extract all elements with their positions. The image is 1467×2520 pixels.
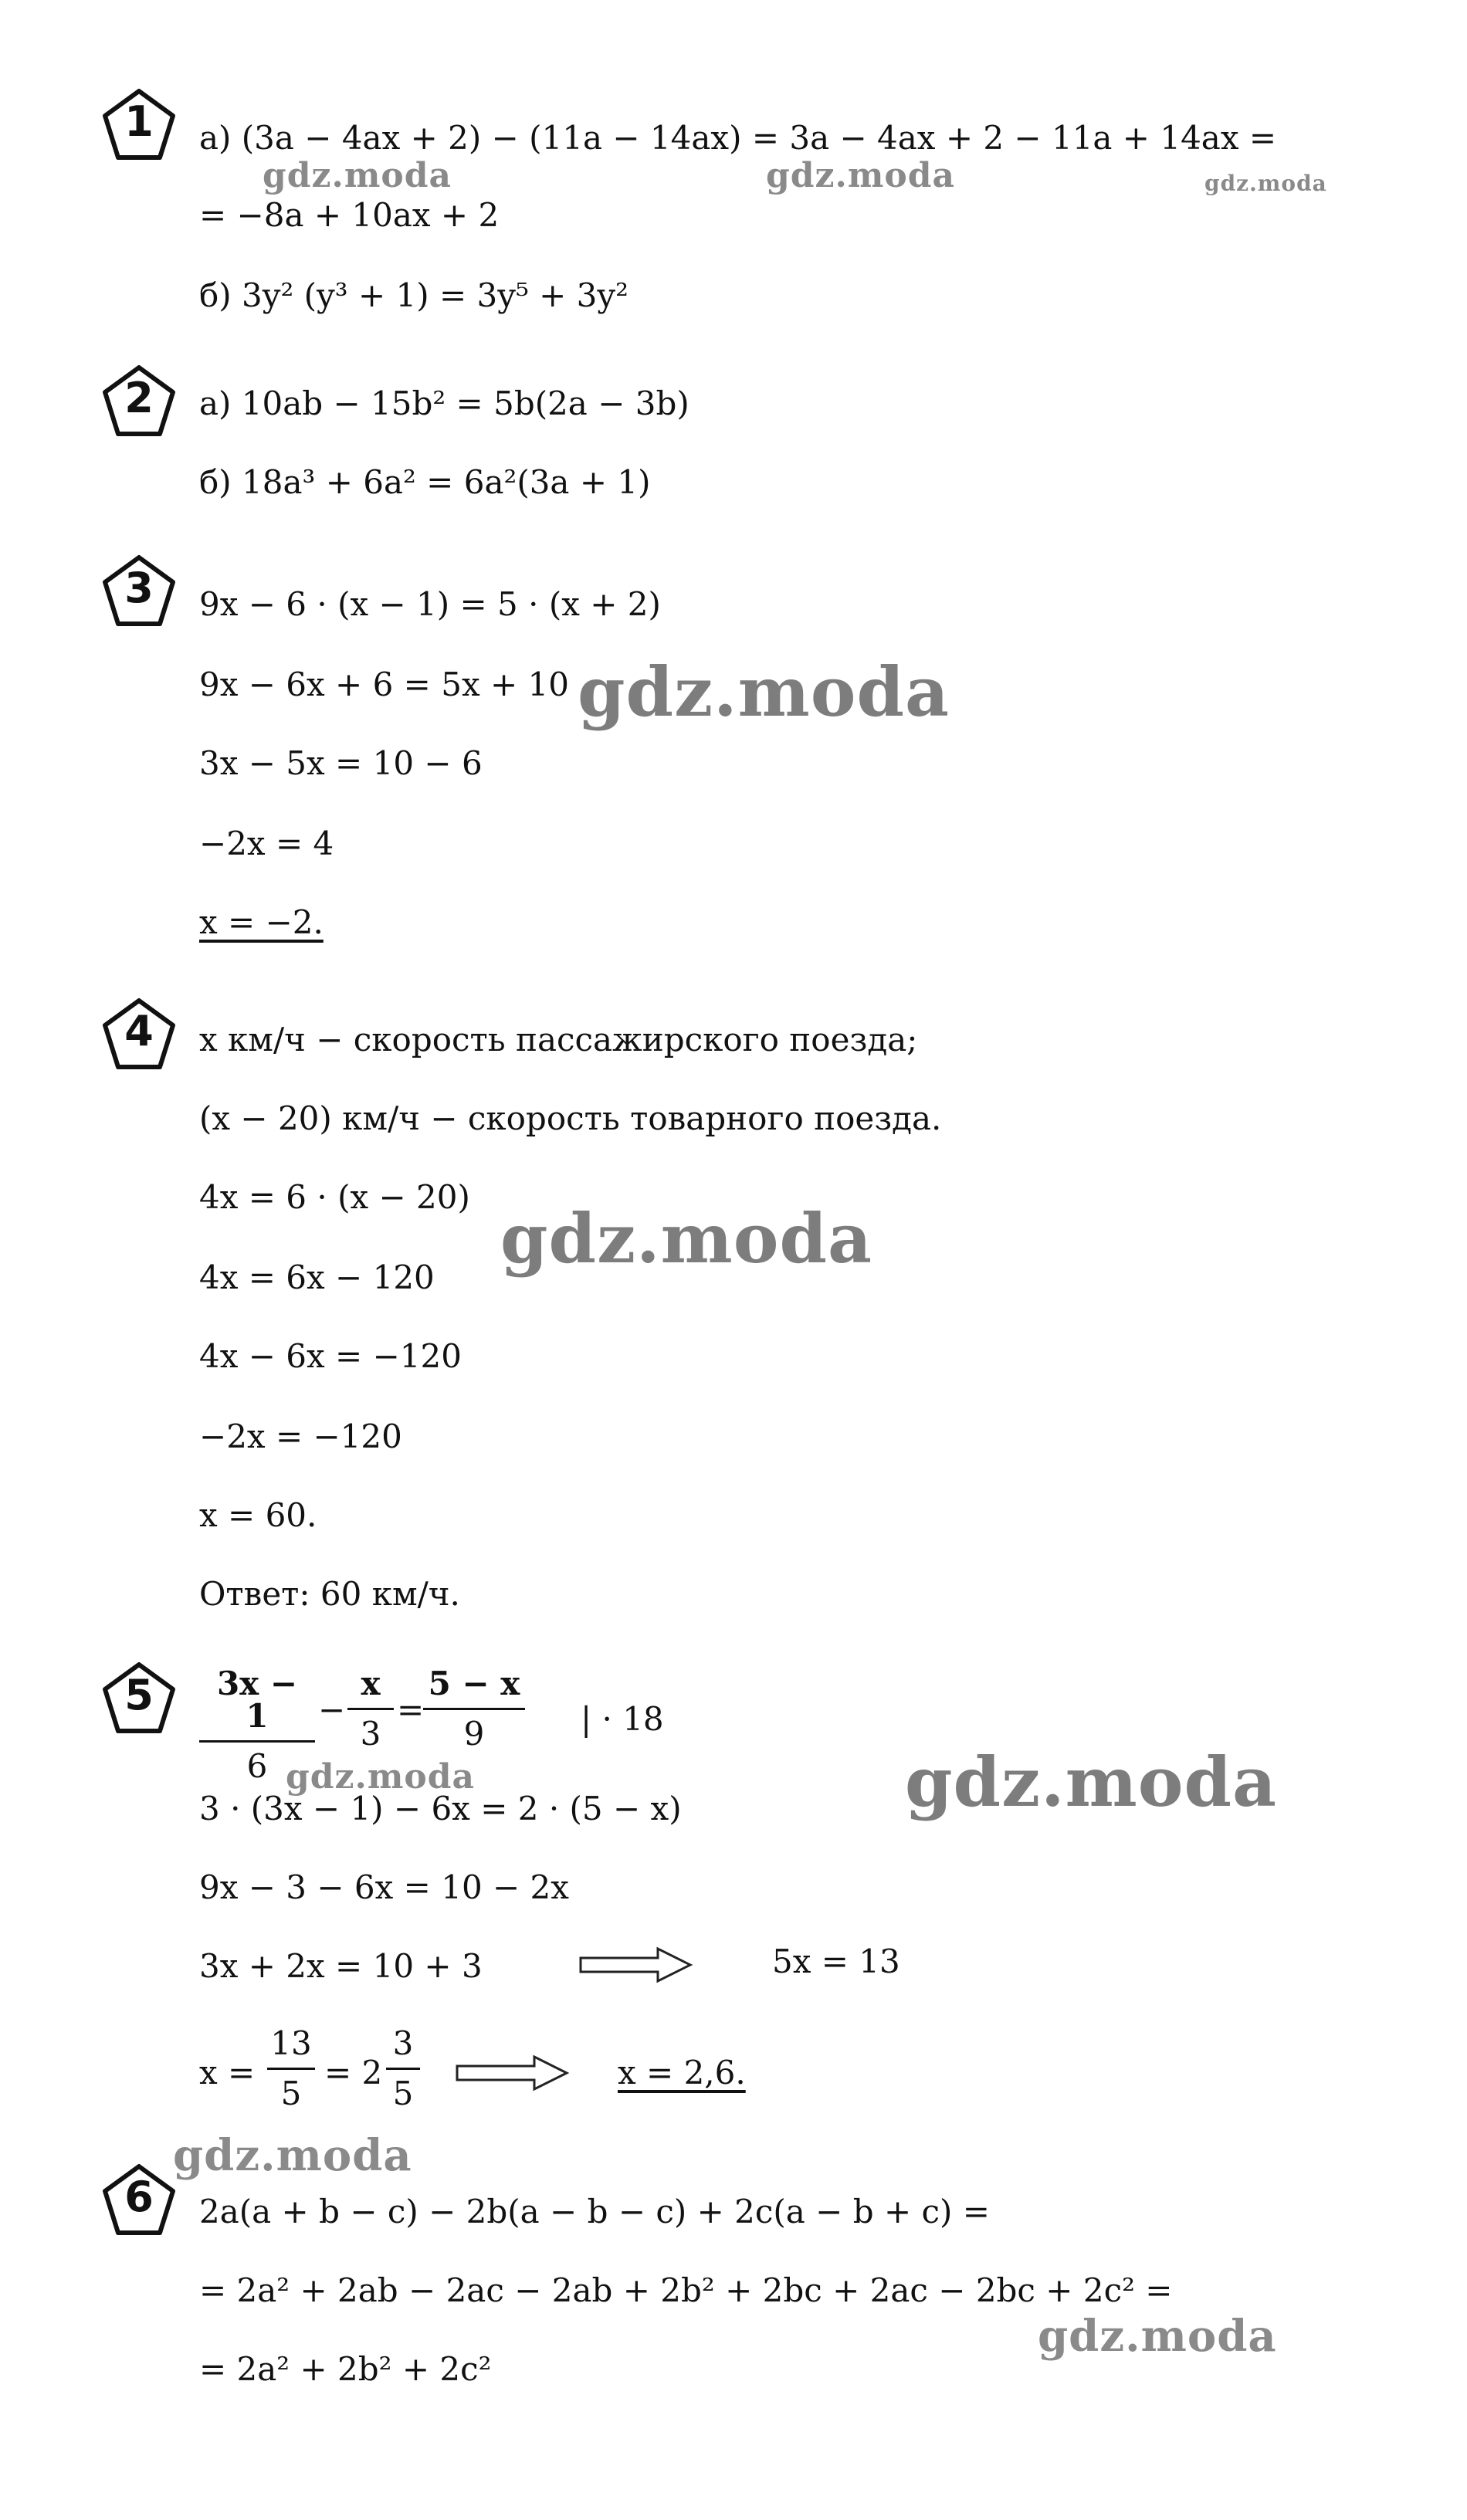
task-3-line4: −2x = 4 <box>199 825 334 862</box>
task-1-number: 1 <box>124 97 154 146</box>
task-3-line2: 9x − 6x + 6 = 5x + 10 <box>199 666 569 703</box>
task-1-b: б) 3y² (y³ + 1) = 3y⁵ + 3y² <box>199 276 628 314</box>
task-4-line7: x = 60. <box>199 1496 317 1534</box>
task-4-line4: 4x = 6x − 120 <box>199 1258 435 1296</box>
task-4-number: 4 <box>124 1007 154 1055</box>
task-2-number: 2 <box>124 374 154 422</box>
task-5-answer: x = 2,6. <box>618 2054 746 2092</box>
task-2-a: а) 10ab − 15b² = 5b(2a − 3b) <box>199 384 689 422</box>
watermark: gdz.moda <box>766 156 956 195</box>
fraction-3-numerator: 5 − x <box>423 1668 525 1710</box>
watermark: gdz.moda <box>173 2130 412 2181</box>
watermark: gdz.moda <box>578 652 950 732</box>
equals-sign: = <box>397 1691 425 1729</box>
watermark: gdz.moda <box>1038 2311 1277 2362</box>
task-3-badge <box>100 553 178 630</box>
task-3-number: 3 <box>124 564 154 612</box>
task-1-badge <box>100 86 178 164</box>
task-6-badge <box>100 2162 178 2239</box>
fraction-2 <box>347 1665 394 1753</box>
task-2-badge <box>100 363 178 440</box>
fraction-3 <box>423 1665 525 1753</box>
fraction-4 <box>267 2024 315 2112</box>
fraction-3-denominator: 9 <box>463 1715 485 1753</box>
task-6-line3: = 2a² + 2b² + 2c² <box>199 2350 492 2388</box>
watermark: gdz.moda <box>905 1742 1278 1822</box>
right-arrow-icon <box>578 1946 693 1984</box>
fraction-1-numerator: 3x − 1 <box>199 1668 315 1743</box>
fraction-5-numerator: 3 <box>386 2027 420 2070</box>
watermark: gdz.moda <box>500 1198 873 1279</box>
task-6-line1: 2a(a + b − c) − 2b(a − b − c) + 2c(a − b + c) = <box>199 2193 990 2230</box>
minus-sign: − <box>318 1691 346 1729</box>
task-4-line3: 4x = 6 · (x − 20) <box>199 1178 470 1216</box>
watermark: gdz.moda <box>263 156 452 195</box>
task-3-line3: 3x − 5x = 10 − 6 <box>199 744 483 782</box>
fraction-5 <box>386 2024 420 2112</box>
task-1-a-line1: а) (3a − 4ax + 2) − (11a − 14ax) = 3a − 4ax + 2 − 11a + 14ax = <box>199 119 1277 157</box>
task-3-answer: x = −2. <box>199 903 324 941</box>
task-6-line2: = 2a² + 2ab − 2ac − 2ab + 2b² + 2bc + 2ac − 2bc + 2c² = <box>199 2271 1173 2309</box>
task-5-line4: 3x + 2x = 10 + 3 <box>199 1947 483 1985</box>
task-5-line3: 9x − 3 − 6x = 10 − 2x <box>199 1868 569 1906</box>
watermark: gdz.moda <box>1204 171 1327 196</box>
task-5-line2: 3 · (3x − 1) − 6x = 2 · (5 − x) <box>199 1790 682 1827</box>
fraction-2-numerator: x <box>347 1668 394 1710</box>
task-5-equals-two: = 2 <box>324 2054 383 2092</box>
task-4-badge <box>100 996 178 1073</box>
watermark: gdz.moda <box>286 1757 476 1797</box>
task-5-number: 5 <box>124 1671 154 1719</box>
task-2-b: б) 18a³ + 6a² = 6a²(3a + 1) <box>199 463 651 501</box>
task-5-line4-result: 5x = 13 <box>772 1942 900 1980</box>
fraction-5-denominator: 5 <box>392 2075 414 2112</box>
fraction-2-denominator: 3 <box>360 1715 381 1753</box>
fraction-4-denominator: 5 <box>280 2075 302 2112</box>
task-6-number: 6 <box>124 2173 154 2221</box>
task-4-line1: x км/ч − скорость пассажирского поезда; <box>199 1021 918 1058</box>
task-3-line1: 9x − 6 · (x − 1) = 5 · (x + 2) <box>199 585 661 623</box>
task-5-x-equals: x = <box>199 2054 256 2092</box>
task-4-line5: 4x − 6x = −120 <box>199 1337 462 1375</box>
task-4-answer: Ответ: 60 км/ч. <box>199 1575 460 1613</box>
multiplier-18: | · 18 <box>581 1700 664 1738</box>
task-4-line2: (x − 20) км/ч − скорость товарного поезда. <box>199 1099 942 1137</box>
right-arrow-icon <box>454 2054 570 2092</box>
task-5-badge <box>100 1660 178 1737</box>
fraction-1-denominator: 6 <box>246 1747 268 1785</box>
task-1-a-line2: = −8a + 10ax + 2 <box>199 196 500 234</box>
task-4-line6: −2x = −120 <box>199 1418 402 1455</box>
fraction-4-numerator: 13 <box>267 2027 315 2070</box>
